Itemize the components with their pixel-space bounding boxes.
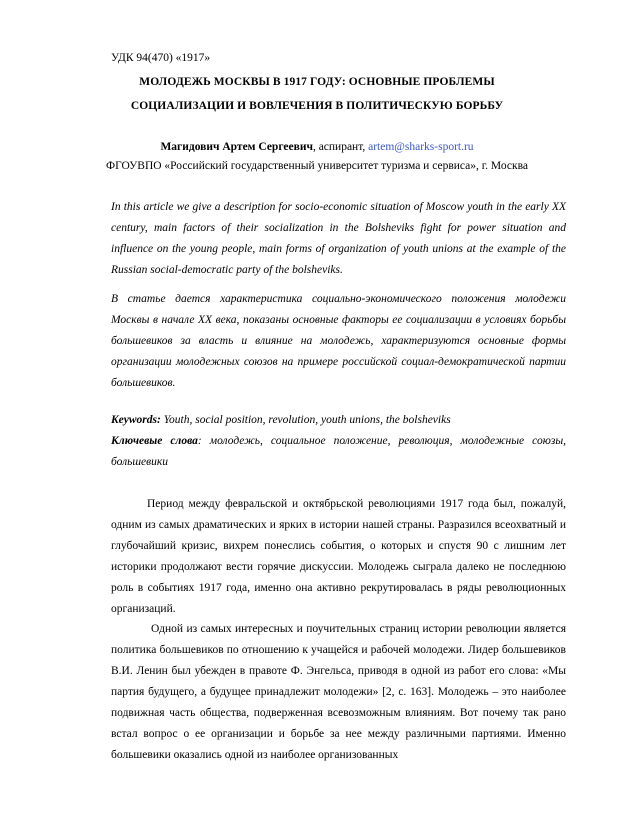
keywords-russian-label: Ключевые слова [111,435,198,447]
keywords-english [111,410,566,431]
keywords-russian [111,431,566,473]
body-paragraph-1: Период между февральской и октябрьской революциями 1917 года был, пожалуй, одним из самых драматических и ярких в истории нашей страны. Разразился всеохватный и глубочайший кризис, вихрем понеслись события, о которых и спустя 90 с лишним лет историки продолжают вести горячие дискуссии. Молодежь сыграла далеко не последнюю роль в событиях 1917 года, именно она активно рекрутировалась в ряды революционных организаций. [111,498,566,615]
keywords-english-text: Youth, social position, revolution, youth unions, the bolsheviks [160,414,451,426]
author-name: Магидович Артем Сергеевич [160,141,313,153]
body-paragraph-2: Одной из самых интересных и поучительных страниц истории революции является политика большевиков по отношению к учащейся и рабочей молодежи. Лидер большевиков В.И. Ленин был убежден в правоте Ф. Энгельса, приводя в одной из работ его слова: «Мы партия будущего, а будущее принадлежит молодежи» [2, с. 163]. Молодежь – это наиболее подвижная часть общества, подверженная всевозможным влияниям. Вот почему так рано встал вопрос о ее организации и борьбе за нее между различными партиями. Именно большевики оказались одной из наиболее организованных [111,623,566,761]
udk-code: УДК 94(470) «1917» [111,52,211,64]
article-title-line-2: СОЦИАЛИЗАЦИИ И ВОВЛЕЧЕНИЯ В ПОЛИТИЧЕСКУЮ БОРЬБУ [130,100,504,112]
abstract-english: In this article we give a description for socio-economic situation of Moscow youth in the early XX century, main factors of their socialization in the Bolsheviks fight for power situation and influence on the young people, main forms of organization of youth unions at the example of the Russian social-democratic party of the bolsheviks. [111,201,566,276]
author-role: , аспирант, [312,141,369,153]
author-line [60,141,574,153]
keywords-english-label: Keywords: [111,414,161,426]
article-title-line-1: МОЛОДЕЖЬ МОСКВЫ В 1917 ГОДУ: ОСНОВНЫЕ ПРОБЛЕМЫ [139,76,495,88]
keywords-russian-text: : молодежь, социальное положение, революция, молодежные союзы, большевики [111,435,567,468]
abstract-russian: В статье дается характеристика социально-экономического положения молодежи Москвы в начале XX века, показаны основные факторы ее социализации в условиях борьбы большевиков за власть и влияние на молодежь, характеризуются основные формы организации молодежных союзов на примере российской социал-демократической партии большевиков. [111,293,566,389]
author-email-link[interactable]: artem@sharks-sport.ru [368,141,474,153]
author-organization: ФГОУВПО «Российский государственный университет туризма и сервиса», г. Москва [106,160,528,172]
